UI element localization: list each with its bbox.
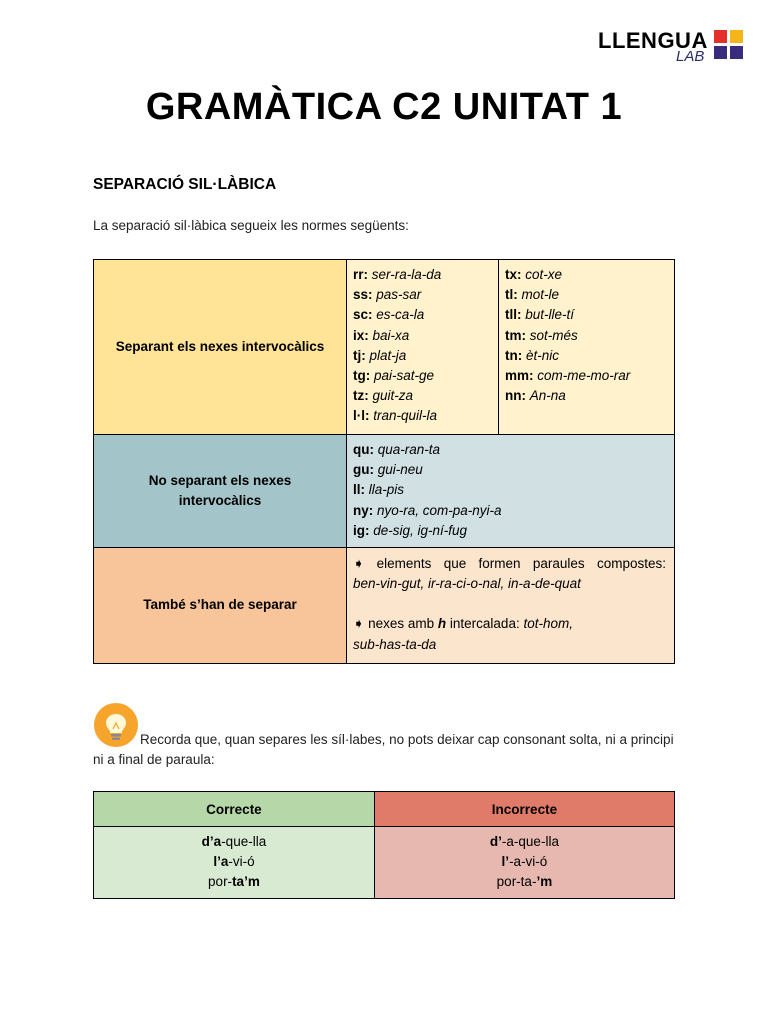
digraph-label: tll: (505, 307, 522, 323)
digraph-label: tx: (505, 267, 522, 282)
word-part-bold: d’a (201, 834, 222, 849)
example-word: mot-le (521, 287, 560, 303)
example-word: pas-sar (376, 287, 422, 303)
digraph-label: qu: (353, 442, 374, 457)
section-title: SEPARACIÓ SIL·LÀBICA (93, 176, 277, 193)
digraph-label: sc: (353, 307, 373, 323)
comparison-line (375, 832, 674, 852)
example-word: ser-ra-la-da (371, 267, 442, 282)
digraph-label: ss: (353, 287, 373, 303)
logo-word: LLENGUA (598, 28, 708, 53)
comparison-line (94, 852, 374, 872)
example-line (505, 265, 669, 285)
example-line (353, 440, 668, 460)
page-title: GRAMÀTICA C2 UNITAT 1 (145, 86, 623, 128)
example-word: es-ca-la (376, 307, 425, 323)
example-line (353, 285, 493, 305)
example-line (505, 305, 669, 325)
comparison-line (375, 852, 674, 872)
example-word: tran-quil-la (373, 408, 438, 424)
digraph-label: tn: (505, 347, 523, 363)
word-part: por- (208, 874, 233, 889)
example-word: de-sig, ig-ní-fug (373, 522, 468, 538)
example-line (353, 265, 493, 285)
comparison-line (375, 872, 674, 892)
example-word: plat-ja (369, 347, 407, 363)
logo-sub: LAB (676, 48, 705, 65)
arrow-bullet-icon: ➧ (353, 556, 365, 571)
digraph-label: gu: (353, 462, 374, 478)
digraph-label: nn: (505, 388, 526, 404)
word-part: por-ta- (496, 874, 537, 889)
rule-header-also-separate: També s’han de separar (94, 548, 347, 664)
example-word: èt-nic (526, 347, 560, 363)
example-word: but-lle-tí (525, 307, 575, 323)
example-word: cot-xe (525, 267, 563, 282)
rule-examples-not-separating (347, 435, 675, 548)
bullet-h-examples: sub-has-ta-da (353, 636, 437, 652)
example-word: sot-més (529, 327, 578, 343)
word-part-bold: ta’m (232, 874, 260, 889)
word-part-bold: d’ (489, 834, 502, 849)
example-line (353, 521, 668, 541)
word-part-bold: l’a (213, 854, 229, 869)
example-word: gui-neu (377, 462, 423, 478)
example-line (353, 406, 493, 426)
incorrect-examples (374, 827, 674, 899)
example-word: lla-pis (368, 482, 405, 498)
example-word: pai-sat-ge (374, 368, 435, 384)
example-line (505, 386, 669, 406)
word-part-bold: l’ (501, 854, 510, 869)
digraph-label: ny: (353, 502, 374, 518)
example-line (353, 460, 668, 480)
digraph-label: tm: (505, 327, 526, 343)
rule-row-separating (94, 260, 675, 435)
rule-examples-col1 (347, 260, 499, 435)
comparison-line (94, 872, 374, 892)
word-part: -a-que-lla (501, 834, 559, 849)
digraph-label: ig: (353, 522, 370, 538)
bullet-compound-examples: ben-vin-gut, ir-ra-ci-o-nal, in-a-de-quat (353, 576, 581, 592)
example-word: nyo-ra, com-pa-nyi-a (377, 502, 502, 518)
intro-text: La separació sil·làbica segueix les normes següents: (93, 218, 409, 233)
correct-examples (94, 827, 375, 899)
logo-mark-icon (714, 30, 746, 62)
rule-examples-also-separate (347, 548, 675, 664)
remember-note: Recorda que, quan separes les síl·labes, no pots deixar cap consonant solta, ni a principi ni a final de paraula: (93, 732, 674, 767)
example-word: com-me-mo-rar (537, 368, 631, 384)
correct-incorrect-table (93, 791, 675, 899)
example-word: bai-xa (372, 327, 410, 343)
incorrect-header: Incorrecte (374, 792, 674, 827)
word-part: -que-lla (221, 834, 267, 849)
arrow-bullet-icon: ➧ (353, 616, 365, 632)
digraph-label: mm: (505, 368, 534, 384)
digraph-label: ll: (353, 482, 365, 498)
example-line (353, 346, 493, 366)
example-word: An-na (529, 388, 566, 404)
example-line (353, 501, 668, 521)
rule-header-not-separating: No separant els nexes intervocàlics (94, 435, 347, 548)
word-part-bold: ’m (536, 874, 553, 889)
digraph-label: tj: (353, 347, 366, 363)
example-line (353, 305, 493, 325)
example-line (353, 480, 668, 500)
bullet-compound-text: elements que formen paraules compostes: (376, 556, 666, 571)
digraph-label: tz: (353, 388, 369, 404)
digraph-label: tg: (353, 368, 371, 384)
example-line (505, 366, 669, 386)
example-line (505, 285, 669, 305)
comparison-line (94, 832, 374, 852)
digraph-label: ix: (353, 327, 369, 343)
word-part: -vi-ó (228, 854, 255, 869)
bullet-h-line: ➧ nexes amb h intercalada: tot-hom, (353, 616, 573, 632)
word-part: -a-vi-ó (509, 854, 548, 869)
example-word: guit-za (372, 388, 414, 404)
bullet-compound-line (353, 554, 666, 574)
digraph-label: l·l: (353, 408, 370, 424)
rule-examples-col2 (499, 260, 675, 435)
syllable-rules-table (93, 259, 675, 664)
logo (598, 28, 748, 68)
digraph-label: rr: (353, 267, 369, 282)
example-line (353, 386, 493, 406)
example-line (353, 366, 493, 386)
example-line (353, 326, 493, 346)
rule-header-separating: Separant els nexes intervocàlics (94, 260, 347, 435)
example-word: qua-ran-ta (377, 442, 441, 457)
example-line (505, 326, 669, 346)
correct-header: Correcte (94, 792, 375, 827)
rule-row-not-separating (94, 435, 675, 548)
example-line (505, 346, 669, 366)
rule-row-also-separate (94, 548, 675, 664)
digraph-label: tl: (505, 287, 518, 303)
